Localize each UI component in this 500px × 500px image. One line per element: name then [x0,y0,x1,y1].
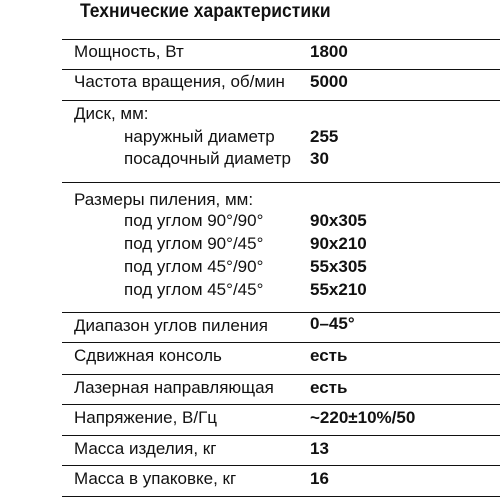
spec-sublabel-cut-90-90: под углом 90°/90° [124,211,264,230]
spec-value-angle-range: 0–45° [310,314,355,333]
spec-label-voltage: Напряжение, В/Гц [74,408,218,427]
spec-value-power: 1800 [310,42,348,61]
row-divider [62,69,500,70]
spec-label-power: Мощность, Вт [74,42,184,61]
row-divider [62,39,500,40]
spec-value-cut-45-45: 55х210 [310,280,367,299]
spec-value-sliding-console: есть [310,346,348,365]
row-divider [62,465,500,466]
spec-sublabel-cut-90-45: под углом 90°/45° [124,234,264,253]
row-divider [62,342,500,343]
spec-value-voltage: ~220±10%/50 [310,408,416,427]
spec-value-cut-90-90: 90х305 [310,211,367,230]
spec-value-product-weight: 13 [310,439,329,458]
row-divider [62,374,500,375]
row-divider [62,496,500,497]
spec-label-disc: Диск, мм: [74,104,149,123]
spec-sublabel-cut-45-90: под углом 45°/90° [124,257,264,276]
row-divider [62,435,500,436]
spec-sublabel-cut-45-45: под углом 45°/45° [124,280,264,299]
spec-sublabel-outer-diameter: наружный диаметр [124,127,275,146]
spec-value-outer-diameter: 255 [310,127,339,146]
spec-value-laser-guide: есть [310,378,348,397]
spec-value-speed: 5000 [310,72,348,91]
row-divider [62,404,500,405]
spec-label-speed: Частота вращения, об/мин [74,72,285,91]
row-divider [62,182,500,183]
row-divider [62,312,500,313]
row-divider [62,100,500,101]
spec-label-packaged-weight: Масса в упаковке, кг [74,469,237,488]
spec-value-bore-diameter: 30 [310,149,329,168]
spec-label-product-weight: Масса изделия, кг [74,439,217,458]
spec-value-cut-90-45: 90х210 [310,234,367,253]
spec-value-cut-45-90: 55х305 [310,257,367,276]
spec-label-sliding-console: Сдвижная консоль [74,346,222,365]
spec-title: Технические характеристики [80,1,331,22]
spec-sublabel-bore-diameter: посадочный диаметр [124,149,291,168]
spec-label-cutting-size: Размеры пиления, мм: [74,190,254,209]
spec-value-packaged-weight: 16 [310,469,329,488]
spec-label-angle-range: Диапазон углов пиления [74,316,268,335]
spec-label-laser-guide: Лазерная направляющая [74,378,274,397]
